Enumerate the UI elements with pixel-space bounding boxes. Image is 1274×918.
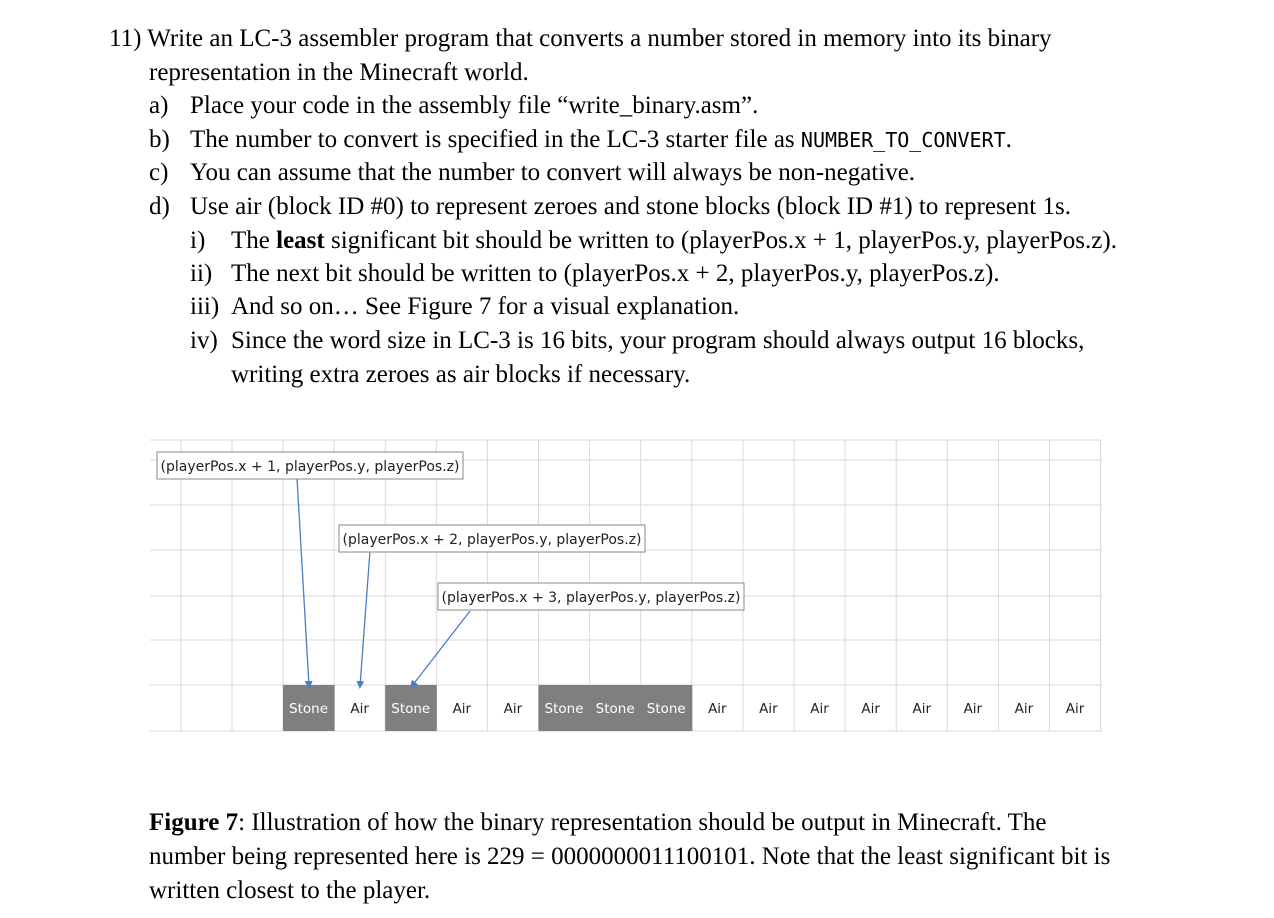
subitem-label: iii) — [190, 293, 220, 320]
subitem-label: ii) — [190, 260, 213, 287]
code-constant: NUMBER_TO_CONVERT — [800, 128, 1006, 152]
air-block-label: Air — [452, 701, 472, 717]
arrow-bit-1 — [297, 478, 309, 686]
air-block-label: Air — [810, 701, 829, 717]
air-block-label: Air — [759, 701, 778, 717]
subitem-label: iv) — [190, 327, 218, 354]
caption-line3: written closest to the player. — [149, 877, 431, 904]
caption-label: Figure 7 — [149, 809, 239, 836]
air-block-label: Air — [912, 701, 932, 717]
item-text: Use air (block ID #0) to represent zeroes and stone blocks (block ID #1) to represent 1s. — [190, 193, 1071, 220]
question-title-text: Write an LC-3 assembler program that converts a number stored in memory into its binary — [147, 25, 1052, 52]
arrow-bit-2 — [360, 551, 370, 686]
item-text: You can assume that the number to convert will always be non-negative. — [190, 159, 916, 186]
question-title-line2: representation in the Minecraft world. — [149, 59, 529, 86]
subitem-iv-continued: writing extra zeroes as air blocks if necessary. — [231, 361, 691, 388]
caption-line2: number being represented here is 229 = 0000000011100101. Note that the least significant bit is — [149, 843, 1111, 870]
air-block-label: Air — [708, 701, 727, 717]
callout-2 — [339, 525, 645, 552]
air-block-label: Air — [503, 701, 523, 717]
subitem-text: The next bit should be written to (playerPos.x + 2, playerPos.y, playerPos.z). — [231, 260, 1000, 287]
item-text: The number to convert is specified in the LC-3 starter file as — [190, 126, 801, 153]
stone-block-label: Stone — [391, 701, 431, 717]
callout-1 — [157, 452, 463, 479]
item-label: d) — [149, 193, 170, 220]
callout-3 — [438, 583, 744, 610]
callout-2-text: (playerPos.x + 2, playerPos.y, playerPos.z) — [342, 532, 642, 548]
subitem-text: Since the word size in LC-3 is 16 bits, your program should always output 16 blocks, — [231, 327, 1085, 354]
item-text: Place your code in the assembly file “write_binary.asm”. — [190, 92, 759, 119]
item-label: a) — [149, 92, 169, 119]
subitem-text-pre: The — [231, 227, 277, 254]
subitem-text-post: significant bit should be written to (playerPos.x + 1, playerPos.y, playerPos.z). — [324, 227, 1117, 254]
caption-line1: : Illustration of how the binary representation should be output in Minecraft. The — [238, 809, 1047, 836]
block-row — [283, 685, 1085, 731]
air-block-label: Air — [1014, 701, 1034, 717]
subitem-bold: least — [276, 227, 325, 254]
figure-caption — [149, 806, 1110, 908]
stone-block-label: Stone — [595, 701, 635, 717]
question-number: 11) — [109, 25, 142, 52]
subitem-label: i) — [190, 227, 206, 254]
item-label: b) — [149, 126, 170, 153]
callout-arrows — [297, 478, 470, 686]
callout-1-text: (playerPos.x + 1, playerPos.y, playerPos.z) — [160, 459, 460, 475]
stone-block-label: Stone — [646, 701, 686, 717]
callout-3-text: (playerPos.x + 3, playerPos.y, playerPos.z) — [441, 590, 741, 606]
item-label: c) — [149, 159, 169, 186]
arrow-bit-3 — [412, 611, 470, 686]
subitem-text: And so on… See Figure 7 for a visual explanation. — [231, 293, 740, 320]
stone-block-label: Stone — [544, 701, 584, 717]
air-block-label: Air — [861, 701, 880, 717]
air-block-label: Air — [963, 701, 983, 717]
air-block-label: Air — [350, 701, 369, 717]
air-block-label: Air — [1065, 701, 1085, 717]
stone-block-label: Stone — [289, 701, 329, 717]
item-text-end: . — [1005, 126, 1012, 153]
